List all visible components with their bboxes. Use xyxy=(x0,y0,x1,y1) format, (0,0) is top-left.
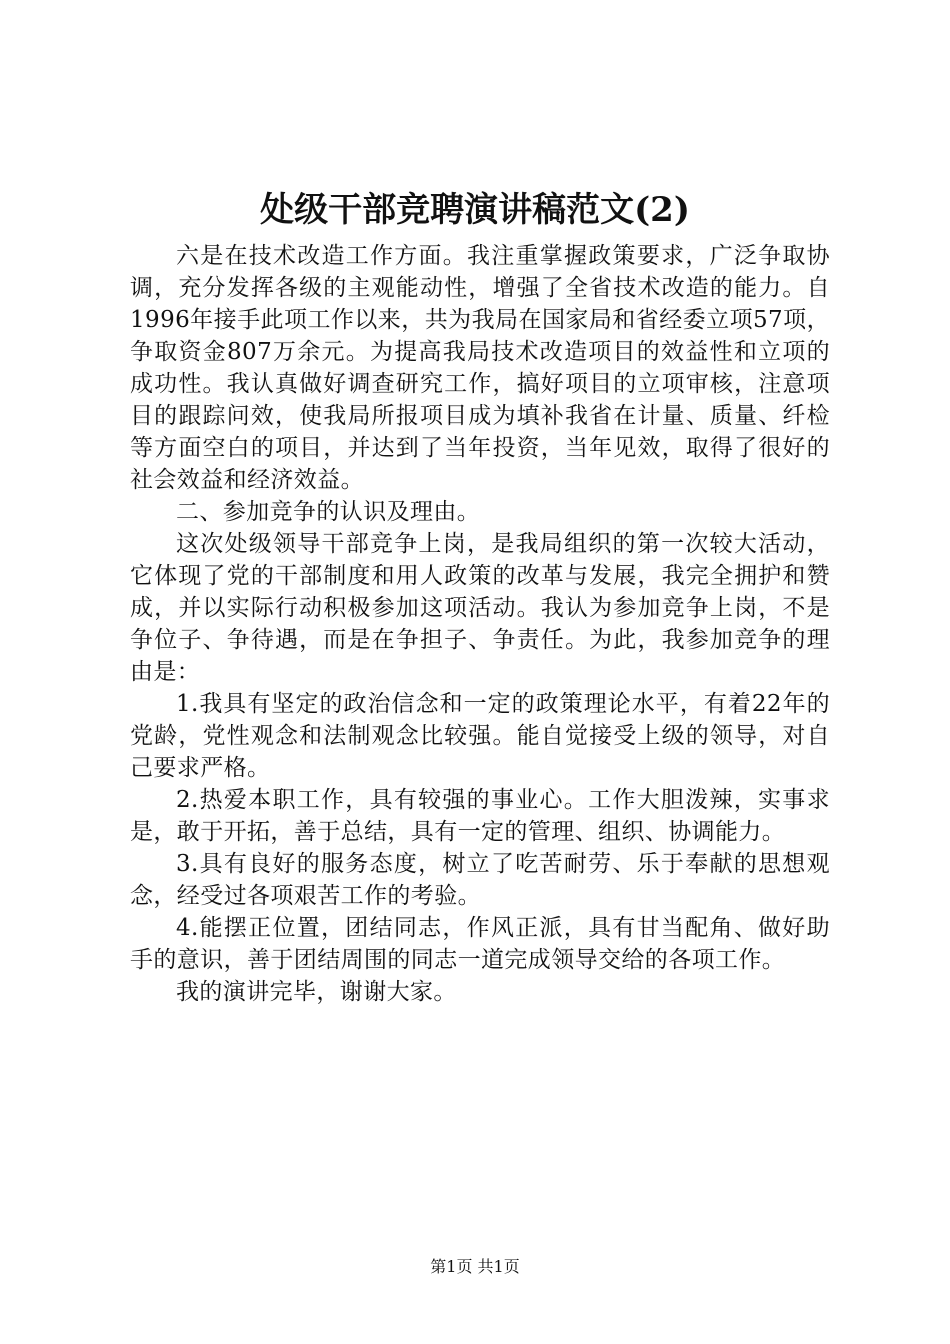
paragraph-reason-4: 4.能摆正位置，团结同志，作风正派，具有甘当配角、做好助手的意识，善于团结周围的同志一道完成领导交给的各项工作。 xyxy=(130,915,830,973)
document-title: 处级干部竞聘演讲稿范文(2) xyxy=(260,190,690,230)
paragraph-reason-2: 2.热爱本职工作，具有较强的事业心。工作大胆泼辣，实事求是，敢于开拓，善于总结，具有一定的管理、组织、协调能力。 xyxy=(130,787,830,845)
paragraph-competition-intro: 这次处级领导干部竞争上岗，是我局组织的第一次较大活动，它体现了党的干部制度和用人政策的改革与发展，我完全拥护和赞成，并以实际行动积极参加这项活动。我认为参加竞争上岗，不是争位子、争待遇，而是在争担子、争责任。为此，我参加竞争的理由是： xyxy=(130,531,830,685)
paragraph-reason-3: 3.具有良好的服务态度，树立了吃苦耐劳、乐于奉献的思想观念，经受过各项艰苦工作的考验。 xyxy=(130,851,830,909)
document-body xyxy=(130,240,830,1008)
paragraph-closing: 我的演讲完毕，谢谢大家。 xyxy=(176,979,457,1005)
paragraph-section-heading: 二、参加竞争的认识及理由。 xyxy=(176,499,481,525)
page-footer: 第1页 共1页 xyxy=(430,1257,520,1276)
paragraph-technical-reform: 六是在技术改造工作方面。我注重掌握政策要求，广泛争取协调，充分发挥各级的主观能动性，增强了全省技术改造的能力。自1996年接手此项工作以来，共为我局在国家局和省经委立项57项，争取资金807万余元。为提高我局技术改造项目的效益性和立项的成功性。我认真做好调查研究工作，搞好项目的立项审核，注意项目的跟踪问效，使我局所报项目成为填补我省在计量、质量、纤检等方面空白的项目，并达到了当年投资，当年见效，取得了很好的社会效益和经济效益。 xyxy=(130,243,830,493)
paragraph-reason-1: 1.我具有坚定的政治信念和一定的政策理论水平，有着22年的党龄，党性观念和法制观念比较强。能自觉接受上级的领导，对自己要求严格。 xyxy=(130,691,830,781)
